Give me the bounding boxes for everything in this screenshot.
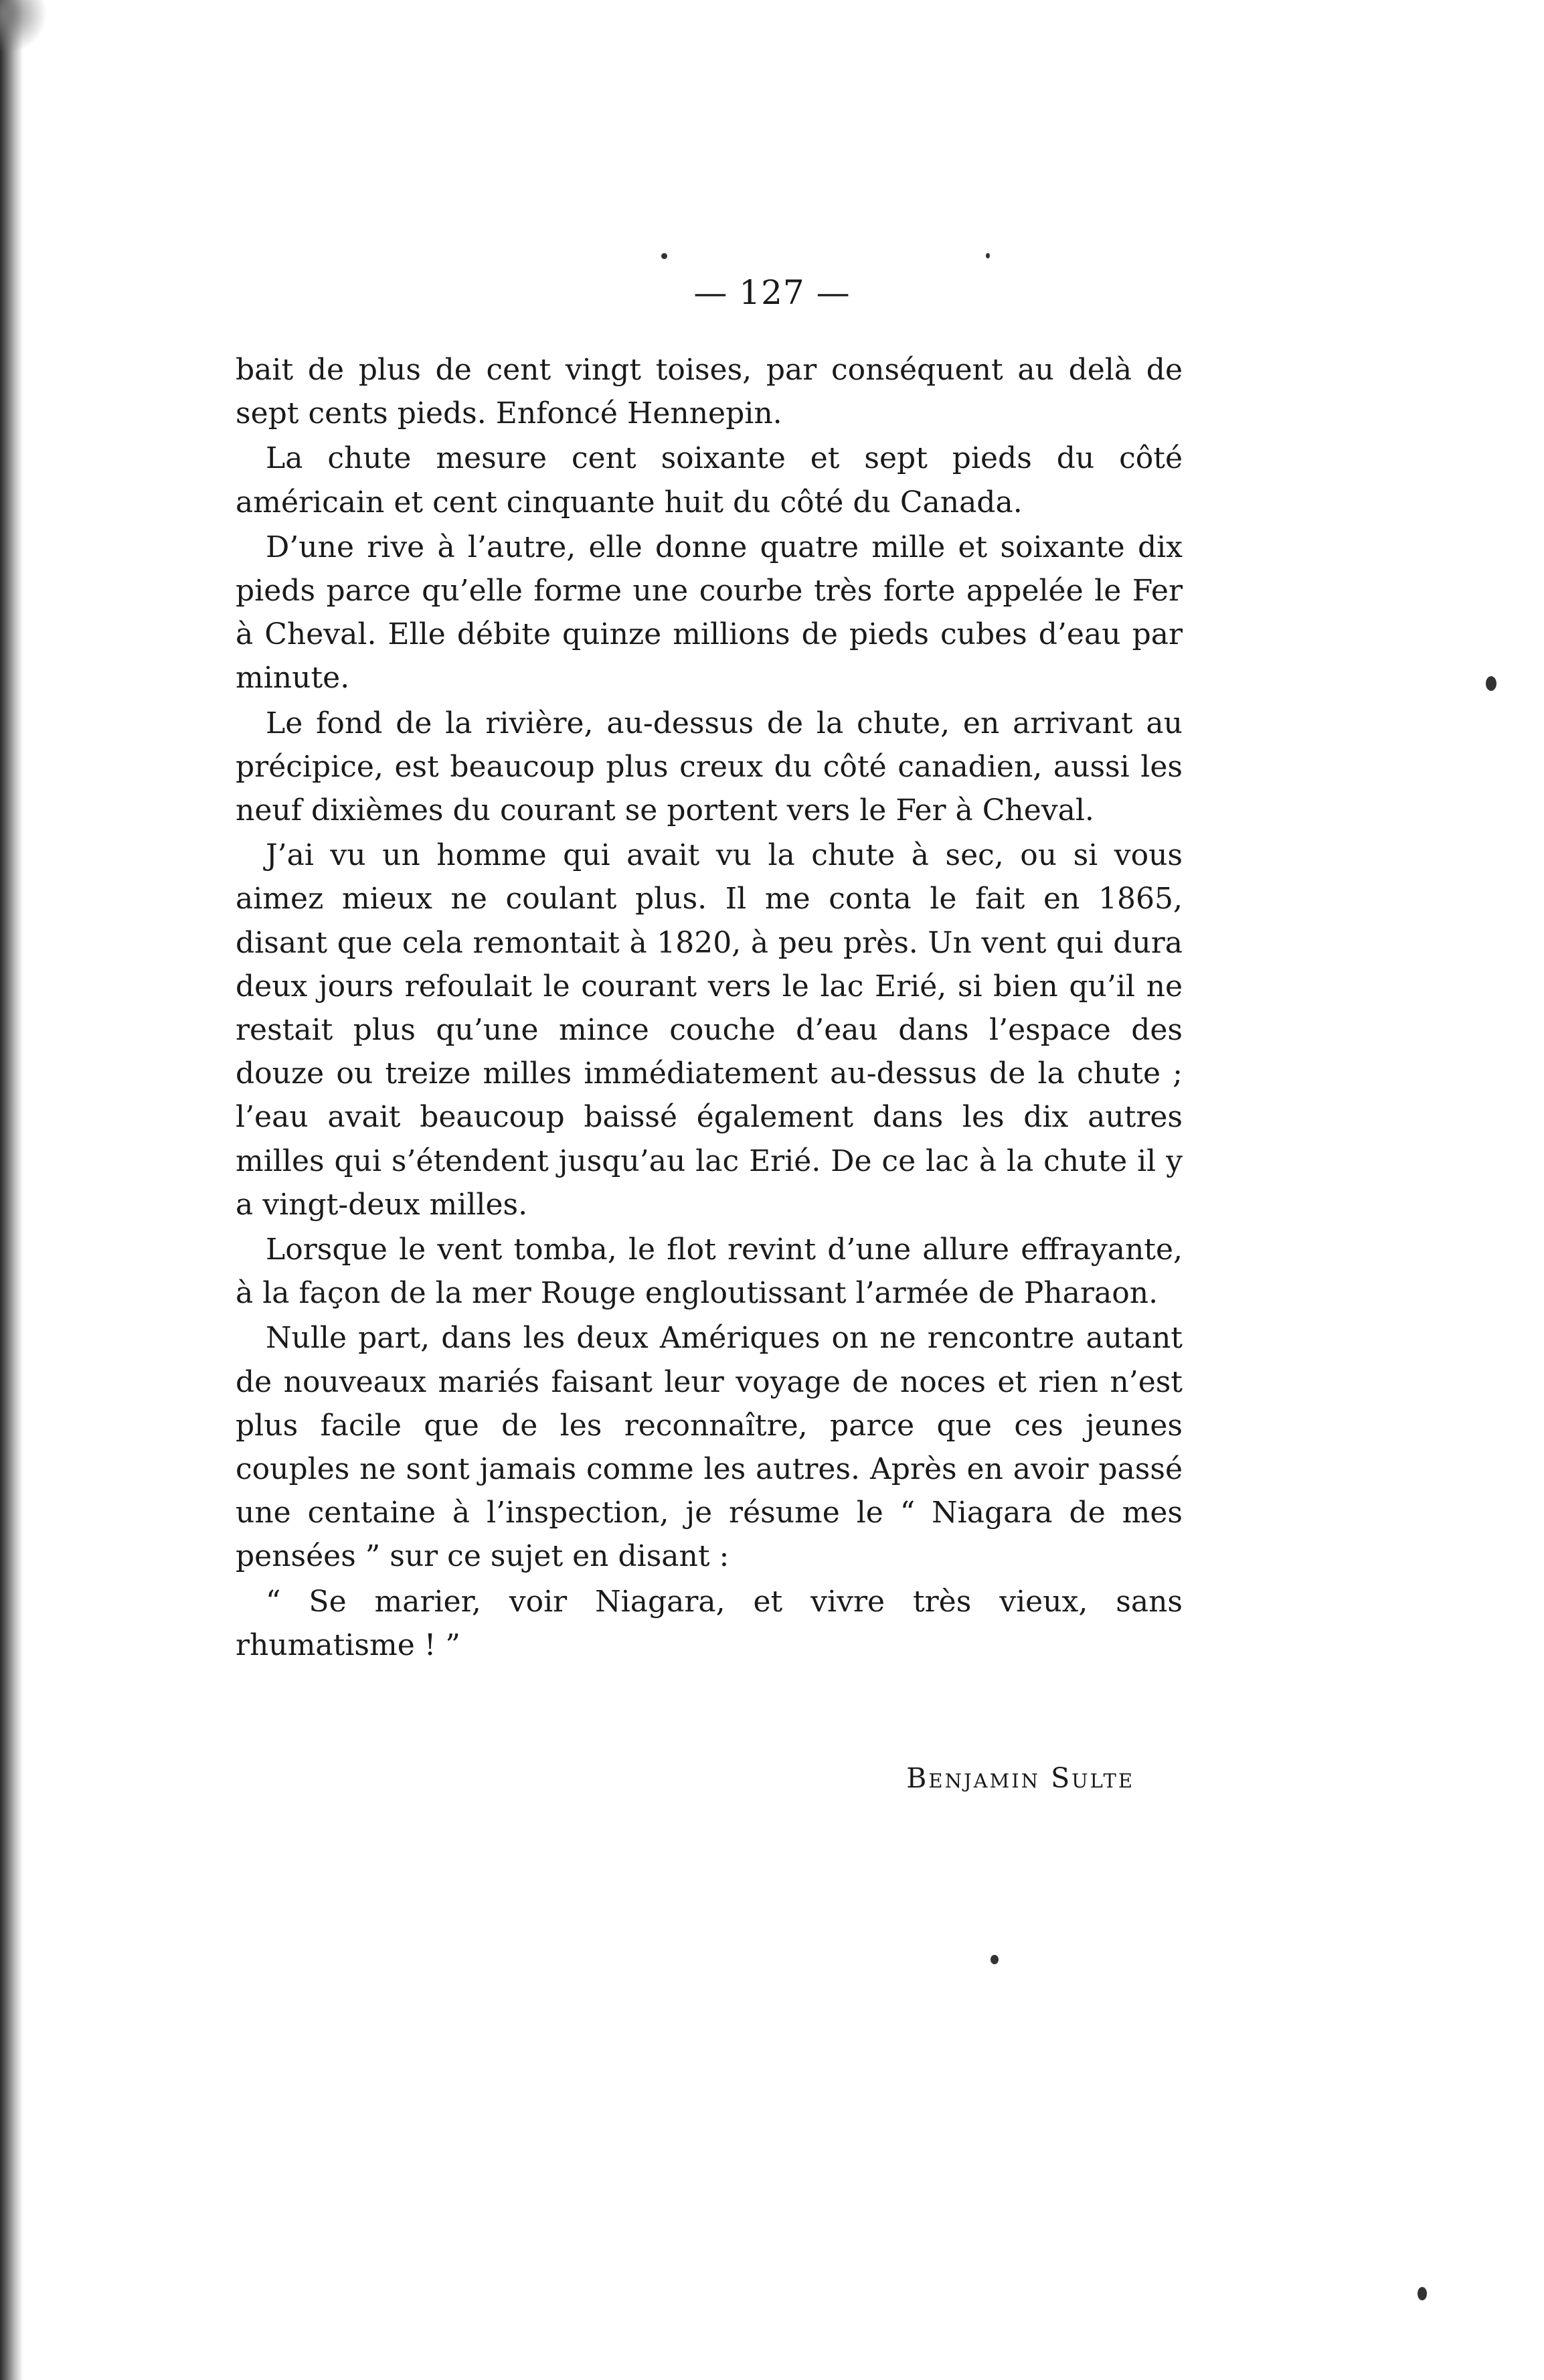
ink-spot-corner (1418, 2287, 1427, 2300)
body-text (236, 348, 1183, 1668)
paragraph-1: bait de plus de cent vingt toises, par conséquent au delà de sept cents pieds. Enfoncé Hennepin. (236, 353, 1183, 431)
ink-spot-lower (991, 1955, 999, 1964)
paragraph-2: La chute mesure cent soixante et sept pieds du côté américain et cent cinquante huit du côté du Canada. (236, 441, 1183, 520)
paragraph-3: D’une rive à l’autre, elle donne quatre mille et soixante dix pieds parce qu’elle forme une courbe très forte appelée le Fer à Cheval. Elle débite quinze millions de pieds cubes d’eau par minute. (236, 530, 1183, 696)
paragraph-8: “ Se marier, voir Niagara, et vivre très vieux, sans rhumatisme ! ” (236, 1584, 1183, 1662)
author-signature: Benjamin Sulte (906, 1762, 1134, 1794)
paragraph-4: Le fond de la rivière, au-dessus de la chute, en arrivant au précipice, est beaucoup plus creux du côté canadien, aussi les neuf dixièmes du courant se portent vers le Fer à Cheval. (236, 706, 1183, 828)
stray-dot-left (661, 253, 667, 259)
page-number: — 127 — (693, 273, 851, 312)
page-binding-edge (0, 0, 23, 2380)
paragraph-5: J’ai vu un homme qui avait vu la chute à sec, ou si vous aimez mieux ne coulant plus. Il me conta le fait en 1865, disant que cela remontait à 1820, à peu près. Un vent qui dura deux jours refoulait le courant vers le lac Erié, si bien qu’il ne restait plus qu’une mince couche d’eau dans l’espace des douze ou treize milles immédiatement au-dessus de la chute ; l’eau avait beaucoup baissé également dans les dix autres milles qui s’étendent jusqu’au lac Erié. De ce lac à la chute il y a vingt-deux milles. (236, 838, 1183, 1222)
ink-spot-margin (1486, 676, 1496, 691)
paragraph-7: Nulle part, dans les deux Amériques on ne rencontre autant de nouveaux mariés faisant leur voyage de noces et rien n’est plus facile que de les reconnaître, parce que ces jeunes couples ne sont jamais comme les autres. Après en avoir passé une centaine à l’inspection, je résume le “ Niagara de mes pensées ” sur ce sujet en disant : (236, 1321, 1183, 1574)
scan-speckle (0, 0, 47, 154)
paragraph-6: Lorsque le vent tomba, le flot revint d’une allure effrayante, à la façon de la mer Rouge engloutissant l’armée de Pharaon. (236, 1233, 1183, 1311)
stray-dot-right (986, 253, 990, 258)
